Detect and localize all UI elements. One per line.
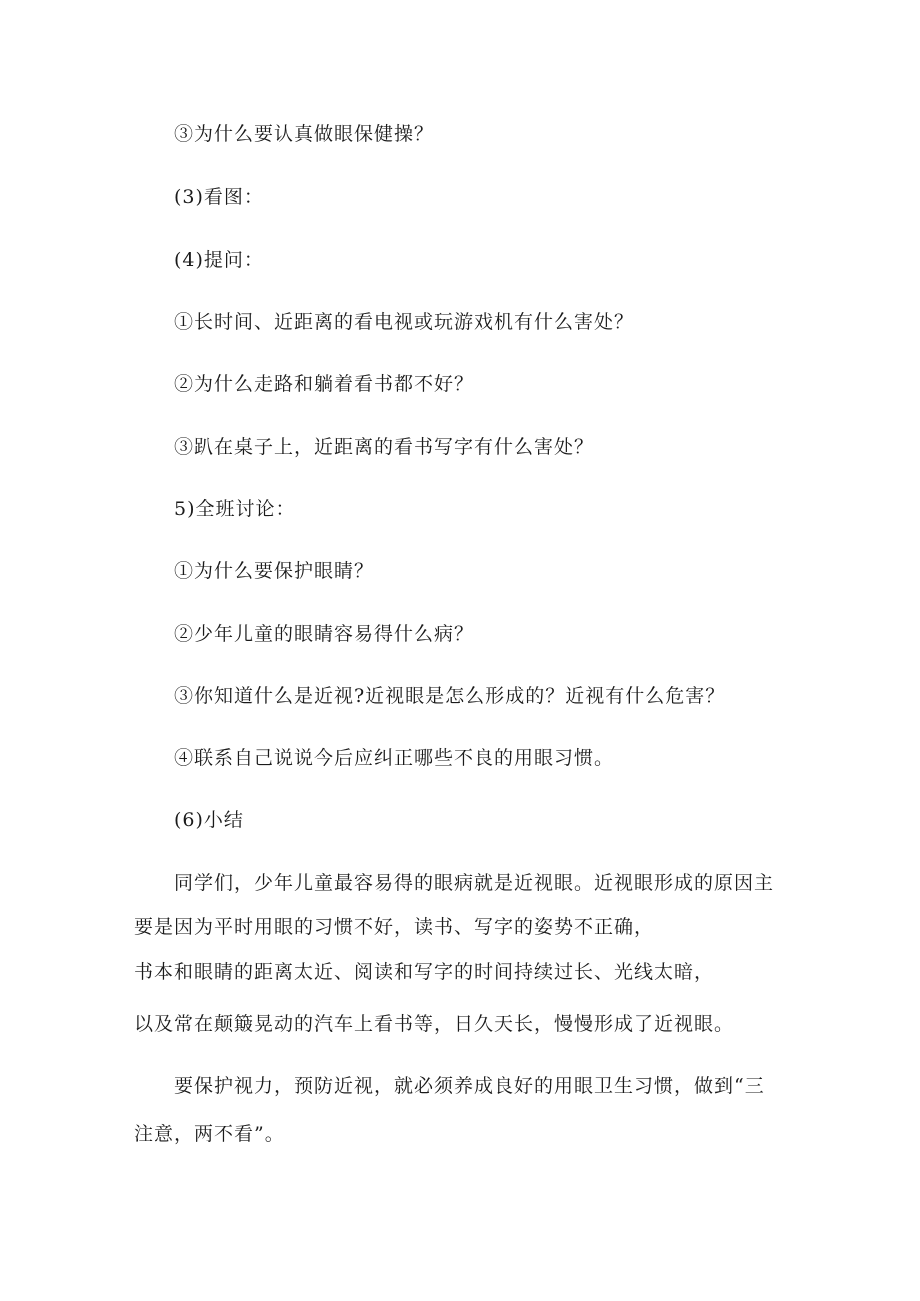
question-what-is-myopia: ③你知道什么是近视?近视眼是怎么形成的？近视有什么危害？ xyxy=(174,685,726,707)
summary-line-4: 以及常在颠簸晃动的汽车上看书等，日久天长，慢慢形成了近视眼。 xyxy=(134,1013,735,1035)
summary-line-2: 要是因为平时用眼的习惯不好，读书、写字的姿势不正确， xyxy=(134,916,655,938)
closing-line-2: 注意，两不看”。 xyxy=(134,1123,285,1145)
question-tv-games-harm: ①长时间、近距离的看电视或玩游戏机有什么害处？ xyxy=(174,311,635,333)
step-ask-questions: (4)提问： xyxy=(174,249,264,271)
step-class-discussion: 5)全班讨论： xyxy=(174,498,296,520)
step-summary-heading: (6)小结 xyxy=(174,809,244,831)
summary-line-1: 同学们，少年儿童最容易得的眼病就是近视眼。近视眼形成的原因主 xyxy=(174,872,775,894)
step-look-at-picture: (3)看图： xyxy=(174,186,264,208)
question-lying-on-desk-harm: ③趴在桌子上，近距离的看书写字有什么害处？ xyxy=(174,436,595,458)
question-correct-bad-habits: ④联系自己说说今后应纠正哪些不良的用眼习惯。 xyxy=(174,747,615,769)
question-children-eye-disease: ②少年儿童的眼睛容易得什么病？ xyxy=(174,623,475,645)
question-why-eye-exercise: ③为什么要认真做眼保健操？ xyxy=(174,123,435,145)
question-walking-lying-reading: ②为什么走路和躺着看书都不好？ xyxy=(174,373,475,395)
summary-line-3: 书本和眼睛的距离太近、阅读和写字的时间持续过长、光线太暗， xyxy=(134,961,715,983)
question-why-protect-eyes: ①为什么要保护眼睛？ xyxy=(174,560,375,582)
closing-line-1: 要保护视力，预防近视，就必须养成良好的用眼卫生习惯，做到“三 xyxy=(174,1075,765,1097)
